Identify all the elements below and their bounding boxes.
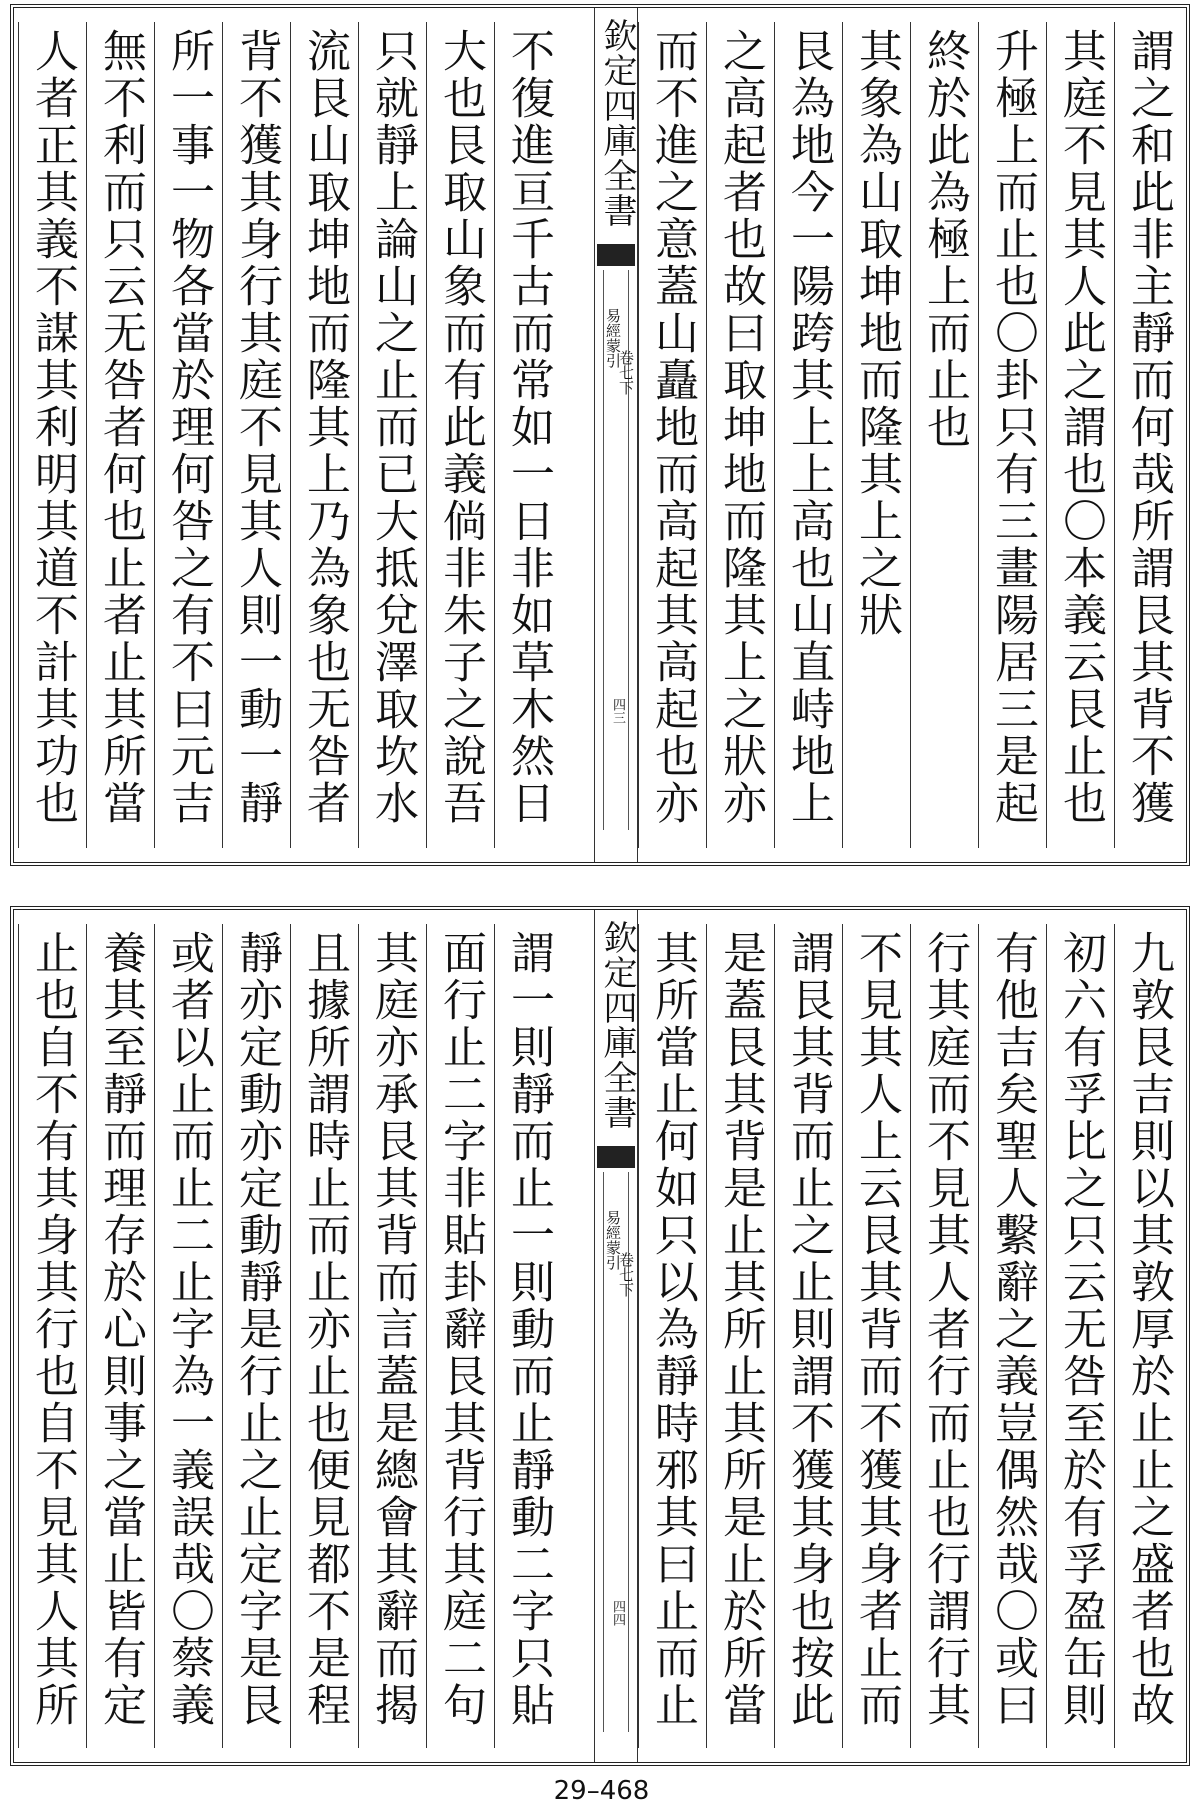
text-column: 而不進之意蓋山矗地而高起其高起也亦 [638, 22, 706, 848]
text-column: 初六有孚比之只云无咎至於有孚盈缶則 [1046, 924, 1114, 1748]
gutter-juan: 卷七下 [617, 1252, 635, 1297]
gutter-title: 欽定四庫全書 [597, 920, 637, 1130]
text-column: 謂艮其背而止之止則謂不獲其身也按此 [774, 924, 842, 1748]
text-column: 流艮山取坤地而隆其上乃為象也无咎者 [290, 22, 358, 848]
text-column: 不復進亘千古而常如一日非如草木然日 [494, 22, 562, 848]
text-column: 無不利而只云无咎者何也止者止其所當 [86, 22, 154, 848]
text-column: 只就靜上論山之止而已大抵兌澤取坎水 [358, 22, 426, 848]
fish-tail-mark [597, 1146, 635, 1168]
text-column: 其所當止何如只以為靜時邪其曰止而止 [638, 924, 706, 1748]
text-column: 其庭亦承艮其背而言蓋是總會其辭而揭 [358, 924, 426, 1748]
top-page [10, 4, 1190, 866]
gutter-juan: 卷七下 [617, 350, 635, 395]
bottom-left-text-block [18, 924, 562, 1748]
gutter-folio: 四四 [610, 1600, 625, 1626]
text-column: 背不獲其身行其庭不見其人則一動一靜 [222, 22, 290, 848]
gutter-book-title: 易經蒙引 [604, 308, 622, 368]
center-gutter [594, 8, 638, 862]
text-column: 止也自不有其身其行也自不見其人其所 [18, 924, 86, 1748]
gutter-folio: 四三 [610, 698, 625, 724]
text-column: 行其庭而不見其人者行而止也行謂行其 [910, 924, 978, 1748]
text-column: 謂之和此非主靜而何哉所謂艮其背不獲 [1114, 22, 1182, 848]
center-gutter [594, 910, 638, 1762]
text-column: 有他吉矣聖人繫辭之義豈偶然哉〇或曰 [978, 924, 1046, 1748]
text-column: 或者以止而止二止字為一義誤哉〇蔡義 [154, 924, 222, 1748]
text-column: 大也艮取山象而有此義倘非朱子之說吾 [426, 22, 494, 848]
text-column: 養其至靜而理存於心則事之當止皆有定 [86, 924, 154, 1748]
text-column: 謂一則靜而止一則動而止靜動二字只貼 [494, 924, 562, 1748]
text-column: 九敦艮吉則以其敦厚於止止之盛者也故 [1114, 924, 1182, 1748]
text-column: 是蓋艮其背是止其所止其所是止於所當 [706, 924, 774, 1748]
text-column: 所一事一物各當於理何咎之有不曰元吉 [154, 22, 222, 848]
text-column: 艮為地今一陽跨其上上高也山直峙地上 [774, 22, 842, 848]
page-number: 29–468 [553, 1776, 650, 1806]
bottom-right-text-block [638, 924, 1182, 1748]
top-left-text-block [18, 22, 562, 848]
text-column: 其庭不見其人此之謂也〇本義云艮止也 [1046, 22, 1114, 848]
text-column: 升極上而止也〇卦只有三畫陽居三是起 [978, 22, 1046, 848]
bottom-page [10, 906, 1190, 1766]
text-column: 人者正其義不謀其利明其道不計其功也 [18, 22, 86, 848]
text-column: 終於此為極上而止也 [910, 22, 978, 848]
text-column: 靜亦定動亦定動靜是行止之止定字是艮 [222, 924, 290, 1748]
text-column: 之高起者也故曰取坤地而隆其上之狀亦 [706, 22, 774, 848]
gutter-title: 欽定四庫全書 [597, 18, 637, 228]
text-column: 面行止二字非貼卦辭艮其背行其庭二句 [426, 924, 494, 1748]
text-column: 其象為山取坤地而隆其上之狀 [842, 22, 910, 848]
text-column: 且據所謂時止而止亦止也便見都不是程 [290, 924, 358, 1748]
gutter-book-title: 易經蒙引 [604, 1210, 622, 1270]
top-right-text-block [638, 22, 1182, 848]
text-column: 不見其人上云艮其背而不獲其身者止而 [842, 924, 910, 1748]
fish-tail-mark [597, 244, 635, 266]
